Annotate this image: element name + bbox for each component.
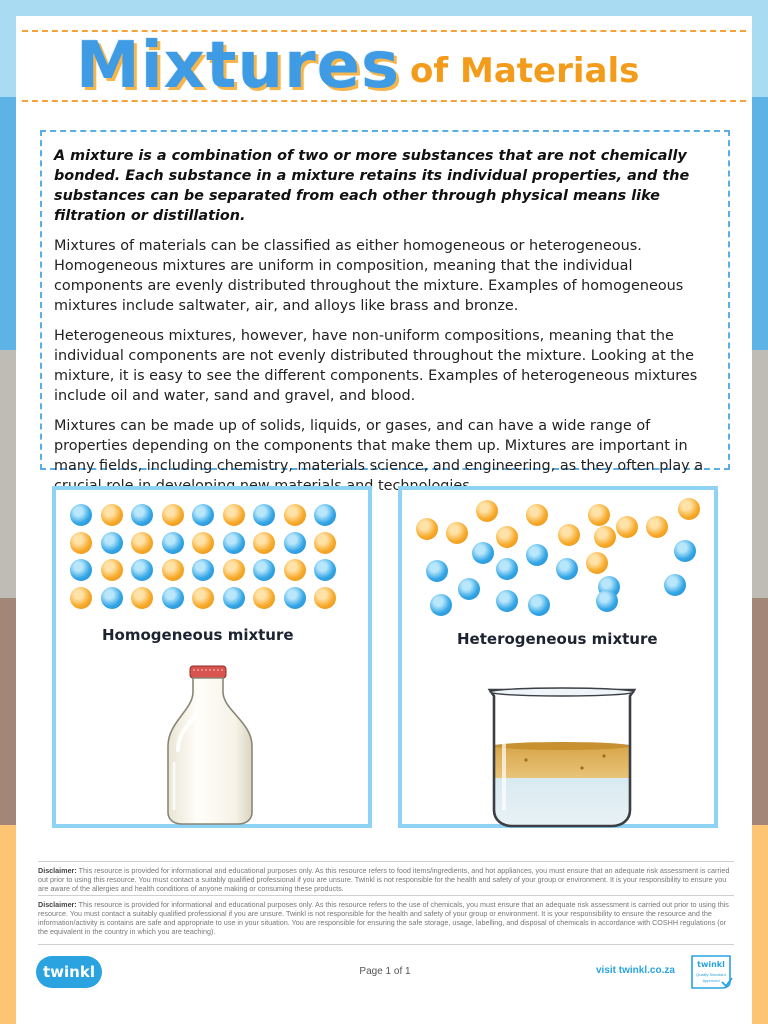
disclaimer-chemicals <box>38 900 734 936</box>
orange-particle <box>678 498 700 520</box>
blue-particle <box>674 540 696 562</box>
badge-line1: Quality Standard <box>696 972 726 977</box>
homogeneous-label: Homogeneous mixture <box>102 626 294 644</box>
footer-rule <box>38 944 734 945</box>
side-stripe <box>0 825 16 1024</box>
orange-particle <box>284 559 306 581</box>
blue-particle <box>496 558 518 580</box>
page-subtitle: of Materials <box>410 51 640 91</box>
intro-text-box <box>40 130 730 474</box>
blue-particle <box>496 590 518 612</box>
disclaimer-rule <box>38 895 734 896</box>
side-stripe <box>752 0 768 97</box>
homogeneous-panel <box>52 486 372 828</box>
blue-particle <box>314 559 336 581</box>
orange-particle <box>162 559 184 581</box>
intro-paragraph: Mixtures of materials can be classified as either homogeneous or heterogeneous. Homogeneous mixtures are uniform in composition, meaning that the individual components are evenly distributed throughout the mixture. Examples of homogeneous mixtures include saltwater, air, and alloys like brass and bronze. <box>54 238 684 314</box>
orange-particle <box>192 532 214 554</box>
orange-particle <box>526 504 548 526</box>
orange-particle <box>558 524 580 546</box>
blue-particle <box>131 559 153 581</box>
disclaimer-label: Disclaimer: <box>38 866 77 875</box>
page-title: Mixtures <box>76 29 401 103</box>
twinkl-logo[interactable]: twinkl <box>36 956 102 988</box>
blue-particle <box>472 542 494 564</box>
orange-particle <box>496 526 518 548</box>
page-number: Page 1 of 1 <box>359 966 411 977</box>
side-stripe <box>752 97 768 350</box>
side-stripe <box>752 598 768 825</box>
orange-particle <box>223 504 245 526</box>
blue-particle <box>70 504 92 526</box>
blue-particle <box>223 532 245 554</box>
orange-particle <box>416 518 438 540</box>
orange-particle <box>646 516 668 538</box>
heterogeneous-label: Heterogeneous mixture <box>457 630 658 648</box>
milk-bottle-illustration <box>160 662 260 826</box>
orange-particle <box>70 532 92 554</box>
blue-particle <box>101 587 123 609</box>
blue-particle <box>253 504 275 526</box>
blue-particle <box>131 504 153 526</box>
blue-particle <box>223 587 245 609</box>
intro-paragraph: Mixtures can be made up of solids, liquids, or gases, and can have a wide range of properties depending on the components that make them up. Mixtures are important in many fields, including chemistry, materials science, and engineering, as they often play a <box>54 418 704 474</box>
blue-particle <box>458 578 480 600</box>
side-stripe <box>0 0 16 97</box>
orange-particle <box>594 526 616 548</box>
visit-link[interactable]: visit twinkl.co.za <box>596 965 675 976</box>
orange-particle <box>314 587 336 609</box>
orange-particle <box>476 500 498 522</box>
blue-particle <box>596 590 618 612</box>
orange-particle <box>192 587 214 609</box>
orange-particle <box>101 559 123 581</box>
blue-particle <box>526 544 548 566</box>
quality-badge-icon <box>688 952 734 992</box>
blue-particle <box>556 558 578 580</box>
badge-line2: Approved <box>702 978 720 983</box>
orange-particle <box>162 504 184 526</box>
disclaimer-text: This resource is provided for informational and educational purposes only. As this resource refers to the use of chemicals, you must ensure that an adequate risk assessment is carried out prior to using this resource. You must contact a suitably qualified professional if you are unsure. Twinkl is not responsible for the health and safety of your group or environment. It is your responsibility to ensure the resource and the information/activity is contains are safe and appropriate to use in your situation. You are responsible for ensuring the safe storage, usage, labelling, and disposal of chemicals in accordance with COSHH regulations (or the equivalent in the country in which you are teaching). <box>38 900 729 936</box>
intro-lead: A mixture is a combination of two or more substances that are not chemically bonded. Each substance in a mixture retains its individual properties, and the substances can be separated from each other through physical means like filtration or distillation. <box>54 148 690 224</box>
blue-particle <box>70 559 92 581</box>
orange-particle <box>131 587 153 609</box>
badge-brand: twinkl <box>697 960 725 969</box>
disclaimer-text: This resource is provided for informational and educational purposes only. As this resource refers to food items/ingredients, and hot appliances, you must ensure that an adequate risk assessment is carried out prior to using this resource. You must contact a suitably qualified professional if you are unsure. Twinkl is not responsible for the health and safety of your group or environment. It is your responsibility to ensure you are aware of the allergies and health conditions of anyone making or consuming these products. <box>38 866 730 893</box>
orange-particle <box>616 516 638 538</box>
orange-particle <box>284 504 306 526</box>
side-stripe <box>752 350 768 598</box>
blue-particle <box>253 559 275 581</box>
blue-particle <box>314 504 336 526</box>
orange-particle <box>253 587 275 609</box>
disclaimer-food <box>38 866 734 893</box>
blue-particle <box>192 504 214 526</box>
blue-particle <box>284 532 306 554</box>
orange-particle <box>101 504 123 526</box>
orange-particle <box>586 552 608 574</box>
orange-particle <box>70 587 92 609</box>
side-stripe <box>0 598 16 825</box>
orange-particle <box>253 532 275 554</box>
side-stripe <box>0 97 16 350</box>
orange-particle <box>588 504 610 526</box>
side-stripe <box>752 825 768 1024</box>
orange-particle <box>223 559 245 581</box>
intro-paragraph: Heterogeneous mixtures, however, have non-uniform compositions, meaning that the individual components are not evenly distributed throughout the mixture. Looking at the mixture, it is easy to see the different components. Examples of heterogeneous mixtures include oil and water, sand and gravel, and blood. <box>54 328 698 404</box>
heterogeneous-panel <box>398 486 718 828</box>
top-colour-band <box>0 0 768 16</box>
blue-particle <box>162 532 184 554</box>
blue-particle <box>162 587 184 609</box>
disclaimer-label: Disclaimer: <box>38 900 77 909</box>
blue-particle <box>284 587 306 609</box>
orange-particle <box>131 532 153 554</box>
blue-particle <box>426 560 448 582</box>
blue-particle <box>664 574 686 596</box>
orange-particle <box>446 522 468 544</box>
blue-particle <box>528 594 550 616</box>
blue-particle <box>430 594 452 616</box>
disclaimer-rule <box>38 861 734 862</box>
blue-particle <box>192 559 214 581</box>
beaker-illustration <box>486 682 638 834</box>
orange-particle <box>314 532 336 554</box>
side-stripe <box>0 350 16 598</box>
blue-particle <box>101 532 123 554</box>
